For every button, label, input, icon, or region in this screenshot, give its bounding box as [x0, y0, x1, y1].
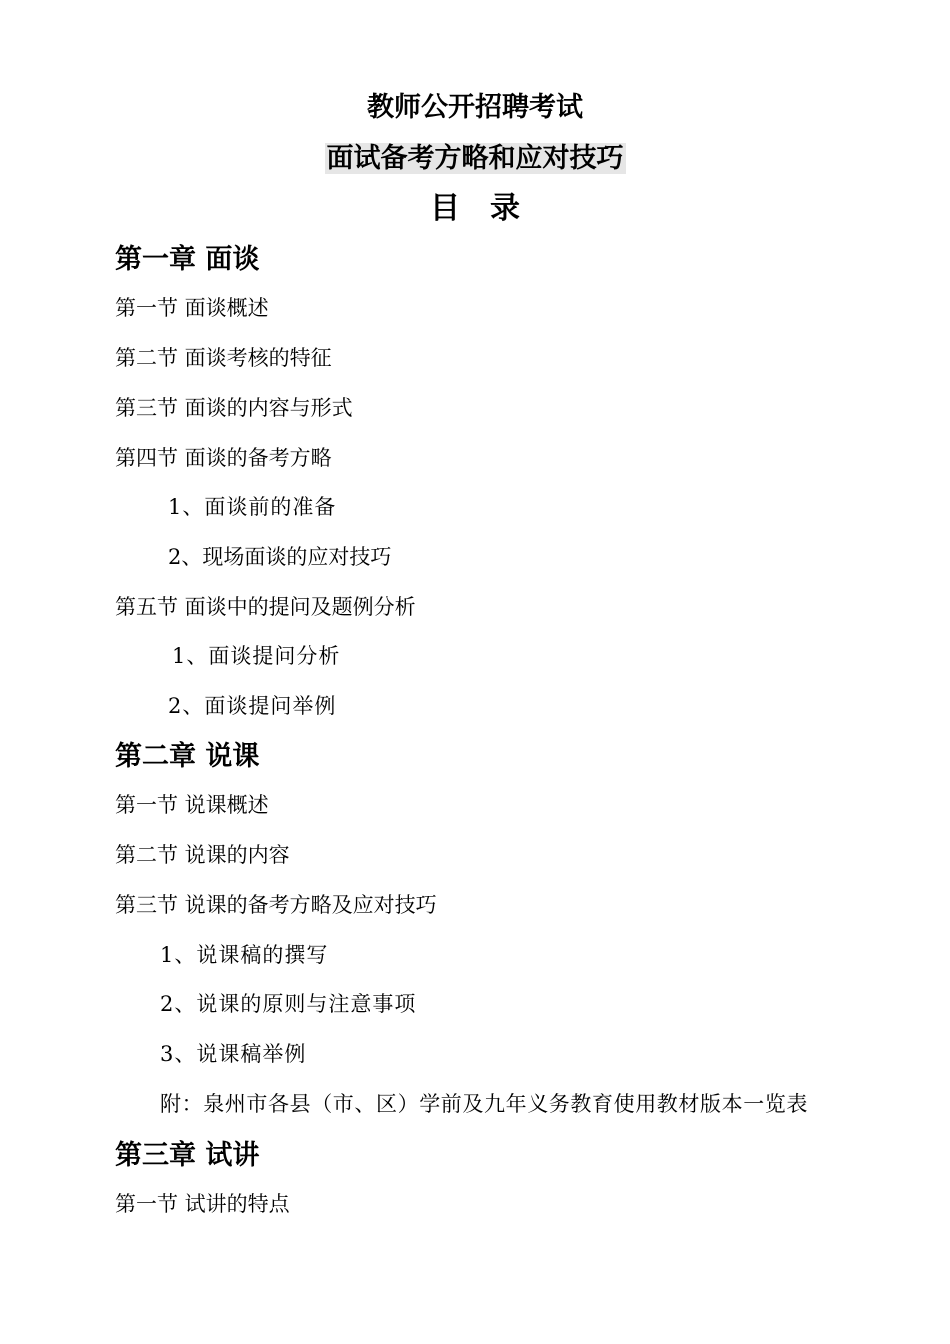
toc-section: 第四节 面谈的备考方略: [115, 446, 332, 470]
document-subtitle-text: 面试备考方略和应对技巧: [326, 143, 624, 174]
toc-item: 2、面谈提问举例: [168, 694, 337, 718]
document-subtitle: [0, 139, 950, 179]
toc-appendix: 附：泉州市各县（市、区）学前及九年义务教育使用教材版本一览表: [160, 1092, 808, 1116]
toc-item: 2、说课的原则与注意事项: [160, 992, 417, 1016]
document-title: 教师公开招聘考试: [367, 92, 583, 123]
toc-item: 2、现场面谈的应对技巧: [168, 545, 392, 569]
toc-section: 第三节 面谈的内容与形式: [115, 396, 353, 420]
toc-chapter-1: 第一章 面谈: [115, 244, 260, 275]
toc-item: 1、面谈提问分析: [172, 644, 341, 668]
toc-section: 第一节 面谈概述: [115, 296, 269, 320]
toc-section: 第五节 面谈中的提问及题例分析: [115, 595, 416, 619]
toc-item: 1、说课稿的撰写: [160, 943, 329, 967]
toc-chapter-2: 第二章 说课: [115, 741, 260, 772]
toc-heading: 目录: [430, 191, 550, 226]
toc-section: 第三节 说课的备考方略及应对技巧: [115, 893, 437, 917]
toc-chapter-3: 第三章 试讲: [115, 1140, 260, 1171]
toc-section: 第二节 说课的内容: [115, 843, 290, 867]
toc-item: 1、面谈前的准备: [168, 495, 337, 519]
toc-section: 第一节 说课概述: [115, 793, 269, 817]
toc-section: 第一节 试讲的特点: [115, 1192, 290, 1216]
toc-item: 3、说课稿举例: [160, 1042, 307, 1066]
toc-section: 第二节 面谈考核的特征: [115, 346, 332, 370]
